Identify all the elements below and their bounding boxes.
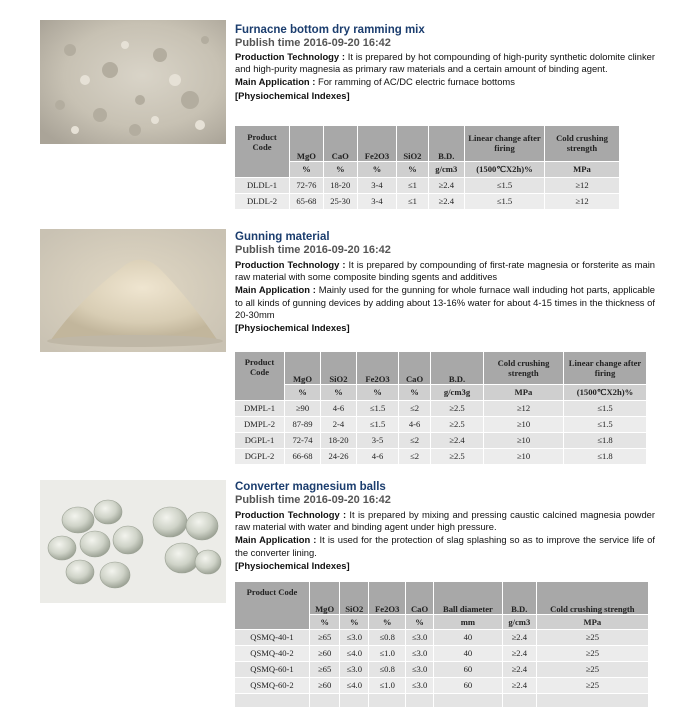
product-code-header: Product Code xyxy=(235,126,290,177)
unit-cell: MPa xyxy=(536,614,648,629)
col-header: Ball diameter xyxy=(433,582,502,614)
col-header: Fe2O3 xyxy=(356,352,398,384)
table-row xyxy=(235,432,647,448)
unit-cell: % xyxy=(310,614,340,629)
cell: ≥65 xyxy=(310,661,340,677)
main-application-label: Main Application : xyxy=(235,76,316,88)
unit-cell: % xyxy=(357,161,397,177)
col-header: MgO xyxy=(310,582,340,614)
cell: 72-74 xyxy=(285,432,321,448)
unit-cell: % xyxy=(406,614,434,629)
cell: ≥10 xyxy=(484,448,564,464)
cell: 25-30 xyxy=(323,193,357,209)
cell: ≤1.8 xyxy=(564,448,647,464)
ramming-mix-photo xyxy=(40,20,226,144)
physiochemical-indexes-heading: [Physiochemical Indexes] xyxy=(235,89,350,101)
cell: ≥2.4 xyxy=(428,193,464,209)
production-technology-label: Production Technology : xyxy=(235,509,347,520)
cell: QSMQ-60-1 xyxy=(235,661,310,677)
cell: 24-26 xyxy=(320,448,356,464)
cell: ≤4.0 xyxy=(340,677,369,693)
main-application xyxy=(235,534,655,558)
col-header: Linear change after firing xyxy=(564,352,647,384)
cell: ≥2.4 xyxy=(431,432,484,448)
cell: ≤3.0 xyxy=(406,661,434,677)
cell: ≤1 xyxy=(397,177,428,193)
cell: ≥60 xyxy=(310,645,340,661)
cell: ≥2.5 xyxy=(431,400,484,416)
cell: ≤0.8 xyxy=(369,661,406,677)
unit-cell: mm xyxy=(433,614,502,629)
main-application-text: Mainly used for the gunning for whole furnace wall induding hot parts, applicable to all kinds of gunning devices by adding about 13-16% water for about 4-15 times in the thickness of 20-30mm xyxy=(235,284,655,320)
magnesium-balls-photo xyxy=(40,480,226,603)
production-technology xyxy=(235,259,655,283)
spec-table xyxy=(235,582,649,708)
cell: 3-4 xyxy=(357,193,397,209)
cell: ≥2.4 xyxy=(502,677,536,693)
table-row xyxy=(235,416,647,432)
cell: DGPL-1 xyxy=(235,432,285,448)
cell: 18-20 xyxy=(320,432,356,448)
cell xyxy=(433,693,502,707)
publish-time: Publish time 2016-09-20 16:42 xyxy=(235,494,391,506)
cell xyxy=(369,693,406,707)
production-technology-label: Production Technology : xyxy=(235,51,345,62)
cell xyxy=(310,693,340,707)
cell: ≤1.0 xyxy=(369,645,406,661)
unit-cell: (1500℃X2h)% xyxy=(564,384,647,400)
production-technology-text: It is prepared by hot compounding of high-purity synthetic dolomite clinker and high-purity magnesia as primary raw materials and a certain amount of binding agent. xyxy=(235,51,656,75)
col-header: Cold crushing strength xyxy=(545,126,620,161)
table-row-empty xyxy=(235,693,649,707)
cell: ≥2.5 xyxy=(431,448,484,464)
production-technology-label: Production Technology : xyxy=(235,259,346,270)
cell: QSMQ-40-2 xyxy=(235,645,310,661)
main-application-label: Main Application : xyxy=(235,534,317,546)
cell: ≤1.5 xyxy=(465,193,545,209)
cell: QSMQ-60-2 xyxy=(235,677,310,693)
cell: 4-6 xyxy=(356,448,398,464)
cell: ≥12 xyxy=(545,177,620,193)
cell: DLDL-1 xyxy=(235,177,290,193)
cell: 18-20 xyxy=(323,177,357,193)
cell: DGPL-2 xyxy=(235,448,285,464)
production-technology-text: It is prepared by compounding of first-rate magnesia or forsterite as main raw material with some composite binding sgents and additives xyxy=(235,259,655,283)
col-header: SiO2 xyxy=(340,582,369,614)
unit-cell: % xyxy=(323,161,357,177)
table-row xyxy=(235,677,649,693)
cell xyxy=(502,693,536,707)
cell: 40 xyxy=(433,629,502,645)
col-header: SiO2 xyxy=(320,352,356,384)
cell: ≤3.0 xyxy=(406,677,434,693)
cell: ≥25 xyxy=(536,629,648,645)
unit-cell: % xyxy=(356,384,398,400)
col-header: SiO2 xyxy=(397,126,428,161)
table-row xyxy=(235,661,649,677)
unit-cell: MPa xyxy=(484,384,564,400)
col-header: B.D. xyxy=(431,352,484,384)
main-application-text: For ramming of AC/DC electric furnace bottoms xyxy=(315,76,515,88)
publish-time: Publish time 2016-09-20 16:42 xyxy=(235,244,391,256)
cell: ≤2 xyxy=(399,448,431,464)
cell: 4-6 xyxy=(399,416,431,432)
publish-time: Publish time 2016-09-20 16:42 xyxy=(235,37,391,49)
physiochemical-indexes-heading: [Physiochemical Indexes] xyxy=(235,322,350,334)
cell: 66-68 xyxy=(285,448,321,464)
col-header: Linear change after firing xyxy=(465,126,545,161)
cell: 3-5 xyxy=(356,432,398,448)
unit-cell: % xyxy=(397,161,428,177)
cell: ≤0.8 xyxy=(369,629,406,645)
cell: ≤3.0 xyxy=(340,629,369,645)
cell: ≤1.8 xyxy=(564,432,647,448)
col-header: Cold crushing strength xyxy=(484,352,564,384)
spec-table xyxy=(235,352,647,465)
product-title: Converter magnesium balls xyxy=(235,481,386,493)
unit-cell: % xyxy=(290,161,324,177)
cell: ≥65 xyxy=(310,629,340,645)
cell: ≥2.4 xyxy=(502,645,536,661)
cell: ≥60 xyxy=(310,677,340,693)
unit-cell: (1500℃X2h)% xyxy=(465,161,545,177)
cell: ≤2 xyxy=(399,400,431,416)
cell: ≤1.5 xyxy=(564,416,647,432)
cell: DLDL-2 xyxy=(235,193,290,209)
cell: ≥90 xyxy=(285,400,321,416)
main-application-text: It is used for the protection of slag splashing so as to improve the service life of the converter lining. xyxy=(235,534,655,558)
col-header: MgO xyxy=(290,126,324,161)
cell: ≤1.5 xyxy=(564,400,647,416)
cell: DMPL-1 xyxy=(235,400,285,416)
cell: 87-89 xyxy=(285,416,321,432)
cell: ≤3.0 xyxy=(406,629,434,645)
table-row xyxy=(235,400,647,416)
unit-cell: % xyxy=(285,384,321,400)
cell xyxy=(340,693,369,707)
cell: DMPL-2 xyxy=(235,416,285,432)
cell: ≤3.0 xyxy=(340,661,369,677)
main-application xyxy=(235,76,655,88)
cell: 65-68 xyxy=(290,193,324,209)
cell: 4-6 xyxy=(320,400,356,416)
cell: 60 xyxy=(433,661,502,677)
cell: ≤2 xyxy=(399,432,431,448)
cell: ≤1.0 xyxy=(369,677,406,693)
col-header: B.D. xyxy=(502,582,536,614)
unit-cell: g/cm3 xyxy=(502,614,536,629)
table-row xyxy=(235,629,649,645)
product-title: Gunning material xyxy=(235,231,330,243)
main-application-label: Main Application : xyxy=(235,284,316,296)
col-header: CaO xyxy=(406,582,434,614)
cell: ≤3.0 xyxy=(406,645,434,661)
col-header: CaO xyxy=(399,352,431,384)
production-technology xyxy=(235,509,655,533)
cell: ≥10 xyxy=(484,432,564,448)
unit-cell: % xyxy=(340,614,369,629)
table-row xyxy=(235,645,649,661)
unit-cell: % xyxy=(320,384,356,400)
cell: ≥12 xyxy=(484,400,564,416)
product-code-header: Product Code xyxy=(235,352,285,400)
cell xyxy=(406,693,434,707)
cell: ≥25 xyxy=(536,661,648,677)
cell: ≥2.4 xyxy=(502,629,536,645)
spec-table xyxy=(235,126,620,210)
cell: ≥25 xyxy=(536,645,648,661)
col-header: B.D. xyxy=(428,126,464,161)
cell: 60 xyxy=(433,677,502,693)
cell: ≤1.5 xyxy=(356,416,398,432)
unit-cell: g/cm3g xyxy=(431,384,484,400)
table-row xyxy=(235,177,620,193)
unit-cell: g/cm3 xyxy=(428,161,464,177)
cell: ≥12 xyxy=(545,193,620,209)
table-row xyxy=(235,448,647,464)
cell: 72-76 xyxy=(290,177,324,193)
cell: ≤1 xyxy=(397,193,428,209)
cell: 3-4 xyxy=(357,177,397,193)
production-technology xyxy=(235,51,655,75)
cell: ≥2.4 xyxy=(502,661,536,677)
cell: ≤1.5 xyxy=(465,177,545,193)
gunning-material-photo xyxy=(40,229,226,352)
col-header: Fe2O3 xyxy=(357,126,397,161)
col-header: Fe2O3 xyxy=(369,582,406,614)
table-row xyxy=(235,193,620,209)
physiochemical-indexes-heading: [Physiochemical Indexes] xyxy=(235,559,350,571)
unit-cell: % xyxy=(399,384,431,400)
product-title: Furnacne bottom dry ramming mix xyxy=(235,24,425,36)
cell: ≥2.5 xyxy=(431,416,484,432)
cell xyxy=(536,693,648,707)
cell: ≤1.5 xyxy=(356,400,398,416)
product-code-header: Product Code xyxy=(235,582,310,629)
unit-cell: % xyxy=(369,614,406,629)
col-header: Cold crushing strength xyxy=(536,582,648,614)
cell: ≥10 xyxy=(484,416,564,432)
cell: 2-4 xyxy=(320,416,356,432)
col-header: CaO xyxy=(323,126,357,161)
cell: 40 xyxy=(433,645,502,661)
cell: ≥25 xyxy=(536,677,648,693)
production-technology-text: It is prepared by mixing and pressing caustic calcined magnesia powder raw material with water and binding agent under high pressure. xyxy=(235,509,656,533)
cell xyxy=(235,693,310,707)
unit-cell: MPa xyxy=(545,161,620,177)
cell: QSMQ-40-1 xyxy=(235,629,310,645)
col-header: MgO xyxy=(285,352,321,384)
cell: ≤4.0 xyxy=(340,645,369,661)
cell: ≥2.4 xyxy=(428,177,464,193)
main-application xyxy=(235,284,655,321)
